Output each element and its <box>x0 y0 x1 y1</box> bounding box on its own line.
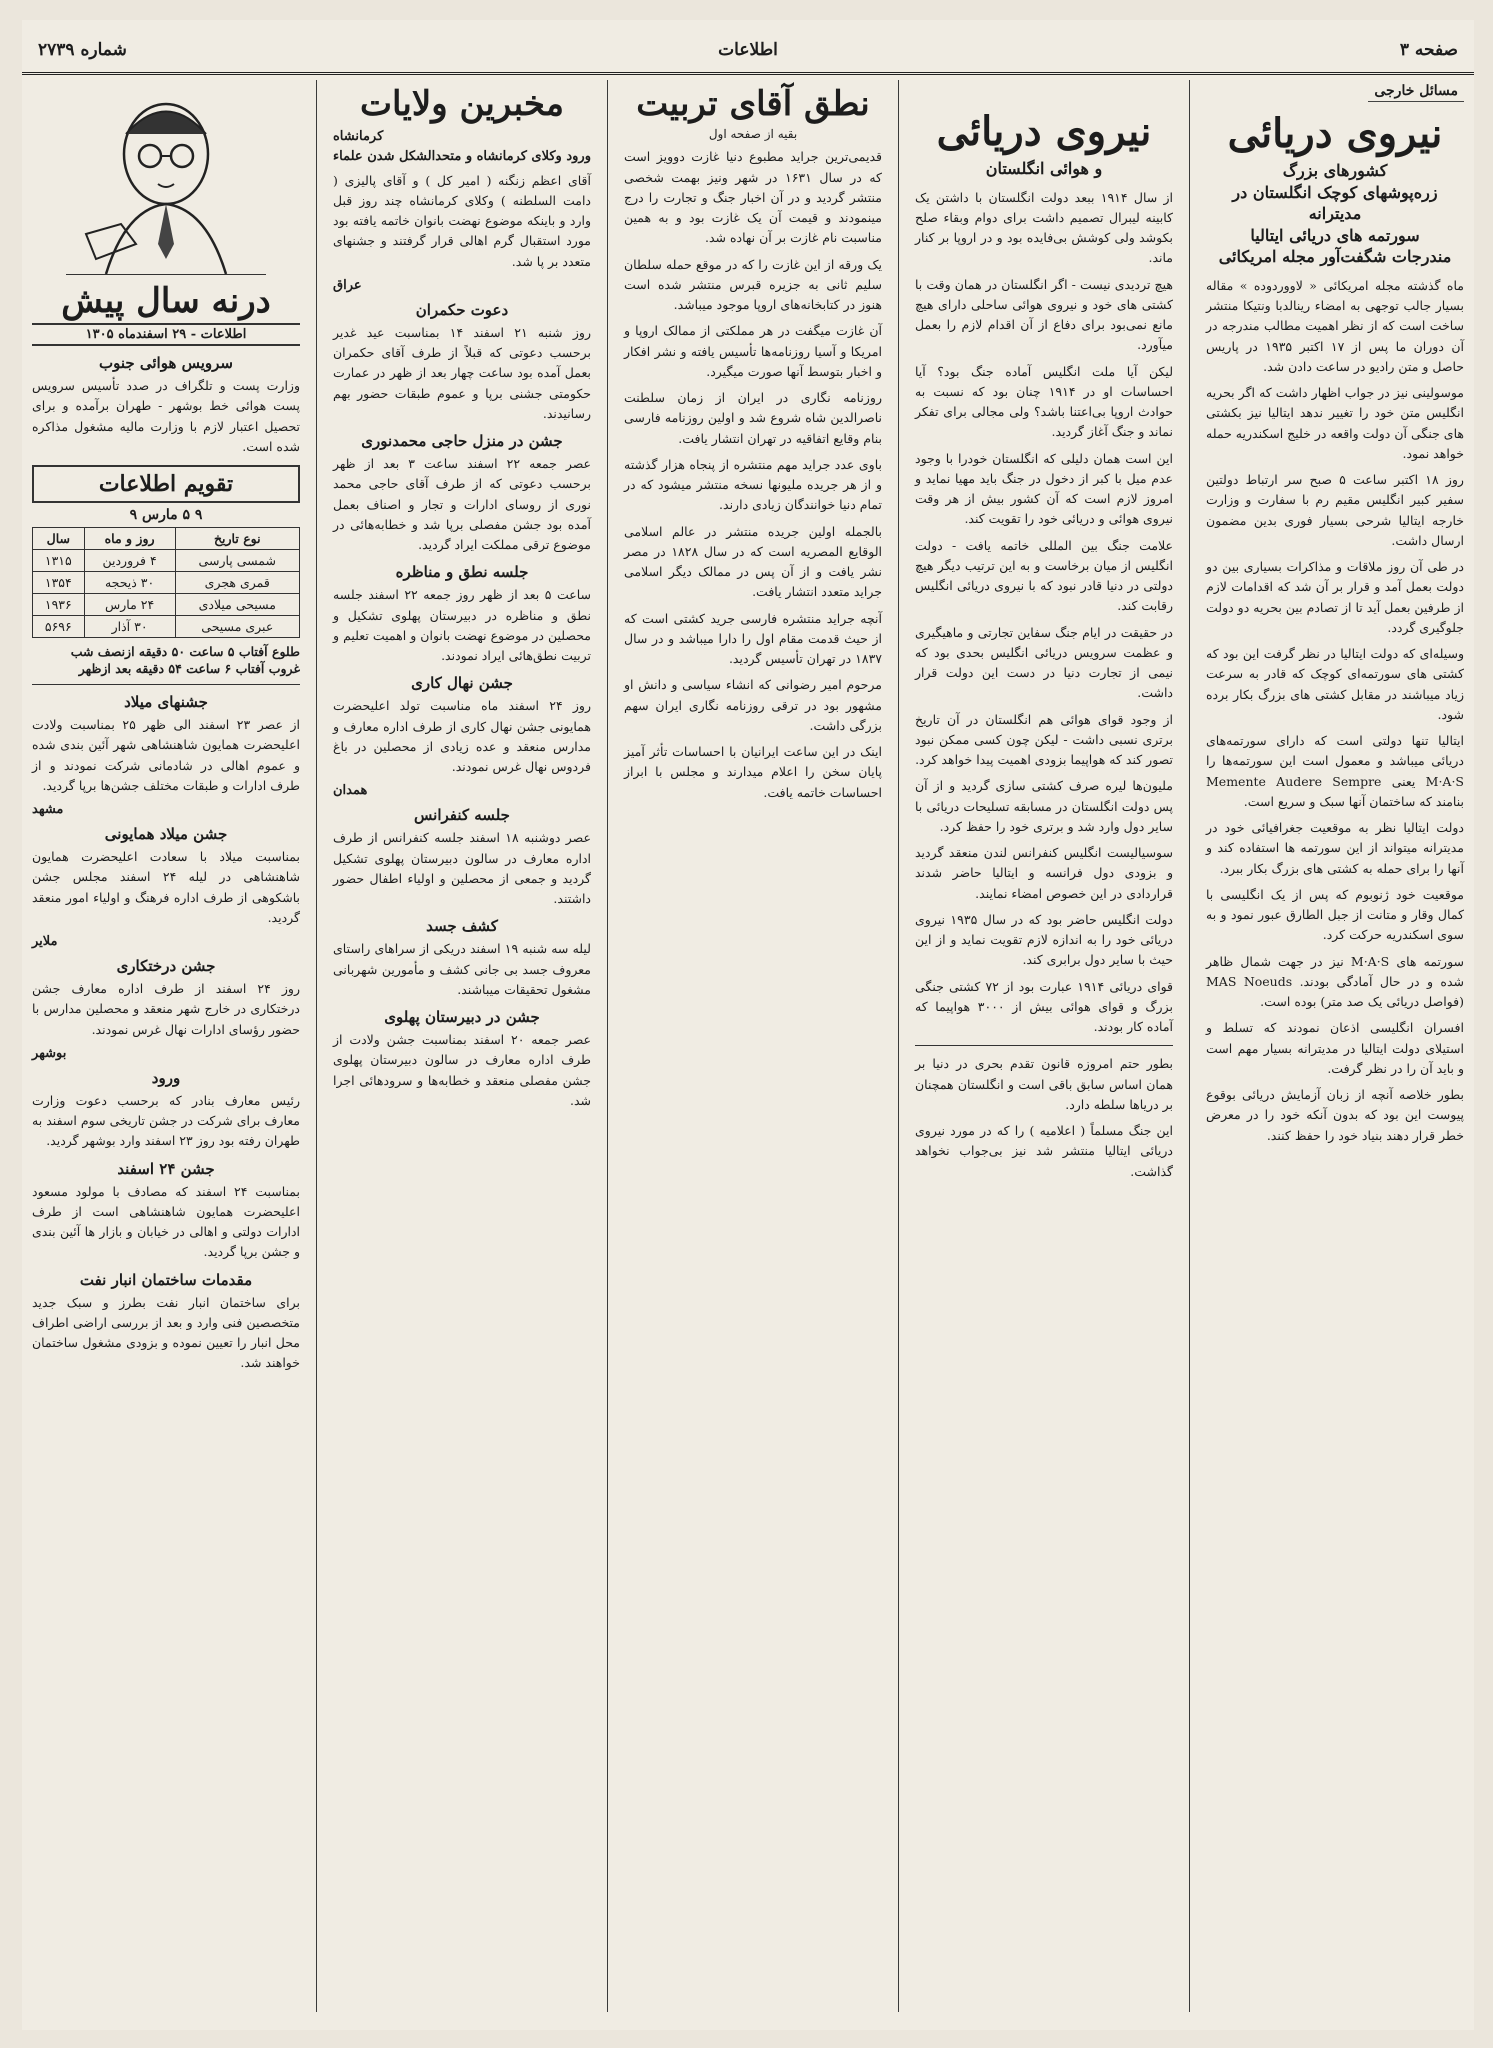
calendar-table <box>32 527 300 638</box>
article-subhead: و هوائی انگلستان <box>985 159 1103 178</box>
paragraph: ایتالیا تنها دولتی است که دارای سورتمه‌های دریائی میباشد و معمول است این سورتمه‌ها را M·A·S یعنی Memente Audere Sempre بنامند که ساختمان آنها سبک و سریع است. <box>1206 733 1464 809</box>
newspaper-page <box>22 20 1474 2030</box>
archive-item <box>32 354 300 457</box>
section-tag: مسائل خارجی <box>1368 81 1464 102</box>
paragraph: موسولینی نیز در جواب اظهار داشت که اگر بحریه انگلیس متن خود را تغییر ندهد ایتالیا نیز بکشتی های جنگی آن دولت واقعه در خلیج اسکندریه حمله خواهد نمود. <box>1206 385 1464 461</box>
table-cell: عبری مسیحی <box>175 616 299 638</box>
item-title: جشن ۲۴ اسفند <box>117 1159 215 1178</box>
paragraph: یک ورقه از این غازت را که در موقع حمله سلطان سلیم ثانی به جزیره قبرس منتشر شده است هنوز در کتابخانه‌های اروپا موجود میباشد. <box>624 256 882 313</box>
item-title: سرویس هوائی جنوب <box>98 354 233 372</box>
provincial-item <box>333 917 591 1000</box>
paragraph: مرحوم امیر رضوانی که انشاء سیاسی و دانش او مشهور بود در ترقی روزنامه نگاری ایران سهم بزرگی داشت. <box>624 677 882 733</box>
table-cell: ۴ فروردین <box>84 550 175 572</box>
paragraph: هیچ تردیدی نیست - اگر انگلستان در همان وقت با کشتی های خود و نیروی هوائی ساحلی دارای هیچ مانع نمی‌بود برای دفاع از آن اقدام لازم را بعمل میآورد. <box>915 276 1173 353</box>
calendar-title: تقویم اطلاعات <box>32 465 300 503</box>
column-rule <box>607 80 608 2012</box>
paragraph: این است همان دلیلی که انگلستان خودرا با وجود عدم میل با کبر از دخول در جنگ باید مهیا نماید و امروز لازم است که آن کشور بیش از هر وقت نیروی هوائی و دریائی خود را تقویت کند. <box>915 450 1173 527</box>
sunset-time: غروب آفتاب ۶ ساعت ۵۴ دقیقه بعد ازظهر <box>78 661 300 676</box>
item-text: از عصر ۲۳ اسفند الی ظهر ۲۵ بمناسبت ولادت اعلیحضرت همایون شاهنشاهی شهر آئین بندی شده و عموم اهالی در شادمانی شرکت نمودند و از طرف ادارات و طبقات مختلف جشن‌ها برپا گردید. <box>32 717 300 793</box>
paragraph: موقعیت خود ژنوبوم که پس از یک انگلیسی با کمال وقار و متانت از جبل الطارق عبور نمود و به سوی اسکندریه حرکت کرد. <box>1206 886 1464 943</box>
paragraph: افسران انگلیسی اذعان نمودند که تسلط و استیلای دولت ایتالیا در مدیترانه بسیار مهم است و باید آن را در نظر گرفت. <box>1206 1020 1464 1076</box>
divider <box>915 1045 1173 1046</box>
article-headline: نطق آقای تربیت <box>636 84 870 124</box>
city-label: کرمانشاه <box>333 129 384 145</box>
item-text: رئیس معارف بنادر که برحسب دعوت وزارت معارف برای شرکت در جشن تاریخی سوم اسفند به طهران رفته بود روز ۲۳ اسفند وارد بوشهر گردید. <box>32 1092 300 1149</box>
provincial-item <box>333 674 591 777</box>
calendar-date: ۹ ۵ مارس ۹ <box>129 507 203 523</box>
provincial-item <box>333 563 591 666</box>
column-rule <box>1189 80 1190 2012</box>
column-header: روز و ماه <box>84 528 175 550</box>
table-header-row <box>33 528 300 550</box>
page-number: صفحه ۳ <box>1399 40 1458 60</box>
item-text: روز ۲۴ اسفند از طرف اداره معارف جشن درختکاری در خارج شهر منعقد و محصلین مدارس با حضور رؤسای ادارات نهال غرس نمودند. <box>32 981 300 1037</box>
paragraph: آن غازت میگفت در هر مملکتی از ممالک اروپا و امریکا و آسیا روزنامه‌ها تأسیس یافته و نشر افکار و اخبار بتوسط آنها صورت میگیرد. <box>624 323 882 379</box>
news-item <box>32 1046 300 1152</box>
item-text: لیله سه شنبه ۱۹ اسفند دریکی از سراهای راستای معروف جسد بی جانی کشف و مأمورین شهربانی مشغول تحقیقات میباشند. <box>333 941 591 997</box>
item-text: روز ۲۴ اسفند ماه مناسبت تولد اعلیحضرت همایونی جشن نهال کاری از طرف اداره معارف و مدارس منعقد و عده زیادی از محصلین در باغ فردوس نهال غرس نمودند. <box>333 698 591 775</box>
item-title: جشن در منزل حاجی محمدنوری <box>361 432 563 451</box>
table-row <box>33 594 300 616</box>
news-item <box>32 1160 300 1263</box>
table-cell: ۲۴ مارس <box>84 594 175 616</box>
item-title: مقدمات ساختمان انبار نفت <box>79 1270 253 1289</box>
paragraph: در طی آن روز ملاقات و مذاکرات بسیاری بین دو دولت بعمل آمد و قرار بر آن شد که اقدامات لازم از طرفین بعمل آید تا از تصادم بین بحریه دو دولت جلوگیری گردد. <box>1206 559 1464 635</box>
column-header: سال <box>33 528 85 550</box>
city-label: مشهد <box>32 802 64 817</box>
issue-number: شماره ۲۷۳۹ <box>38 40 127 60</box>
item-title: جشن درختکاری <box>116 957 216 975</box>
provincial-item <box>333 783 591 909</box>
subhead: زره‌پوشهای کوچک انگلستان در مدیترانه <box>1232 182 1438 224</box>
paragraph: از سال ۱۹۱۴ ببعد دولت انگلستان با داشتن یک کابینه لیبرال تصمیم داشت برای دوام وبقاء صلح بکوشد ولی کوشش بی‌فایده بود و در اروپا بر کنار ماند. <box>915 189 1173 266</box>
paragraph: ماه گذشته مجله امریکائی « لاووردوده » مقاله بسیار جالب توجهی به امضاء رینالدبا ونتیکا منتشر ساخت است که از نظر اهمیت مطالب مندرجه در آن دوران ما پس از ۱۷ اکتبر ۱۹۳۵ در پاریس حاصل و متن رادیو در ساعت دادن شد. <box>1206 277 1464 374</box>
column-rule <box>316 80 317 2012</box>
column-rule <box>898 80 899 2012</box>
divider <box>32 684 300 685</box>
table-cell: ۱۳۱۵ <box>33 550 85 572</box>
article-tarbiat-speech <box>614 80 892 2012</box>
item-title: کشف جسد <box>426 917 498 936</box>
provincial-item <box>333 432 591 555</box>
table-cell: شمسی پارسی <box>175 550 299 572</box>
article-england-naval-air <box>905 80 1183 2012</box>
paragraph: سورتمه های M·A·S نیز در جهت شمال ظاهر شده و در حال آمادگی بودند. MAS Noeuds (فواصل دریائی یک صد متر) بوده است. <box>1206 953 1465 1010</box>
table-row <box>33 616 300 638</box>
paragraph: لیکن آیا ملت انگلیس آماده جنگ بود؟ آیا احساسات او در ۱۹۱۴ چنان بود که نسبت به حوادث اروپا بی‌اعتنا باشد؟ ولی مجالی برای تفکر نماند و جنگ آغاز گردید. <box>915 363 1173 440</box>
item-text: عصر دوشنبه ۱۸ اسفند جلسه کنفرانس از طرف اداره معارف در سالون دبیرستان پهلوی تشکیل گردید و جمعی از محصلین و اولیاء اطفال حضور داشتند. <box>333 830 591 907</box>
paragraph: دولت ایتالیا نظر به موقعیت جغرافیائی خود در مدیترانه میتواند از این سورتمه ها استفاده کند و آنها را برای حمله به کشتی های بزرگ بکار ببرد. <box>1206 820 1464 876</box>
article-headline: نیروی دریائی <box>936 108 1152 155</box>
subhead: کشورهای بزرگ <box>1282 161 1388 180</box>
item-text: برای ساختمان انبار نفت بطرز و سبک جدید متخصصین فنی وارد و بعد از بررسی اراضی اطراف محل انبار را تعیین نموده و بزودی مشغول ساختمان خواهند شد. <box>32 1294 300 1371</box>
city-label: عراق <box>333 277 362 293</box>
article-headline: نیروی دریائی <box>1227 110 1443 157</box>
paragraph: باوی عدد جراید مهم منتشره از پنجاه هزار گذشته و از هر جریده ملیونها نسخه منتشر میشود که در تمام دنیا خوانندگان زیادی دارند. <box>624 456 882 513</box>
news-item <box>32 693 300 796</box>
article-naval-power <box>1196 80 1474 2012</box>
paragraph: علامت جنگ بین المللی خاتمه یافت - دولت انگلیس از میان برخاست و به این ترتیب دیگر هیچ دولتی در دنیا قادر نبود که با نیروی دریائی انگلیس رقابت کند. <box>915 537 1173 614</box>
page-header <box>22 38 1474 75</box>
item-text: بمناسبت ۲۴ اسفند که مصادف با مولود مسعود اعلیحضرت همایون شاهنشاهی است از طرف ادارات دولتی و اهالی در خیابان و بازار ها آئین بندی و جشن برپا گردید. <box>32 1183 301 1260</box>
item-title: جشن در دبیرستان پهلوی <box>384 1008 540 1027</box>
item-text: ساعت ۵ بعد از ظهر روز جمعه ۲۲ اسفند جلسه نطق و مناظره در دبیرستان پهلوی تشکیل و محصلین در موضوع نهضت بانوان و اهمیت تعلیم و تربیت نطق‌هائی ایراد نمودند. <box>333 587 591 664</box>
paragraph: روز ۱۸ اکتبر ساعت ۵ صبح سر ارتباط دولتین سفیر کبیر انگلیس مقیم رم با سفارت و وزارت خارجه ایتالیا شرحی بسیار فوری بدین مضمون ارسال داشت. <box>1206 472 1464 548</box>
portrait-drawing <box>66 84 266 274</box>
item-title: ورود <box>151 1068 181 1087</box>
table-cell: ۵۶۹۶ <box>33 616 85 638</box>
table-row <box>33 550 300 572</box>
item-title: جلسه کنفرانس <box>414 806 510 825</box>
provincial-item <box>333 1008 591 1111</box>
paragraph: ملیون‌ها لیره صرف کشتی سازی گردید و از آن پس دولت انگلستان در مسابقه تسلیحات دریائی با سایر دول وارد شد و برتری خود را حفظ کرد. <box>915 778 1173 834</box>
subhead: مندرجات شگفت‌آور مجله امریکائی <box>1218 247 1452 267</box>
table-cell: قمری هجری <box>175 572 299 594</box>
paragraph: بطور حتم امروزه قانون تقدم بحری در دنیا بر همان اساس سابق باقی است و انگلستان همچنان بر دریاها سلطه دارد. <box>915 1056 1173 1112</box>
paragraph: در حقیقت در ایام جنگ سفاین تجارتی و ماهیگیری و عظمت سرویس دریائی انگلیس بحدی بود که نیمی از تجارت دنیا در دست این دولت قرار داشت. <box>915 624 1173 701</box>
table-row <box>33 572 300 594</box>
table-cell: ۳۰ ذیحجه <box>84 572 175 594</box>
table-cell: ۱۳۵۴ <box>33 572 85 594</box>
table-cell: ۱۹۳۶ <box>33 594 85 616</box>
item-title: جلسه نطق و مناظره <box>395 563 529 582</box>
item-title: جشن میلاد همایونی <box>104 825 228 843</box>
paragraph: روزنامه نگاری در ایران از زمان سلطنت ناصرالدین شاه شروع شد و اولین روزنامه فارسی بنام وقایع اتفاقیه در تهران انتشار یافت. <box>624 390 882 446</box>
paragraph: دولت انگلیس حاضر بود که در سال ۱۹۳۵ نیروی دریائی خود را به اندازه لازم تقویت نماید و از این حیث با سایر دول برابری کند. <box>915 911 1173 968</box>
news-item <box>32 802 300 928</box>
news-item <box>32 934 300 1040</box>
banner-title: درنه سال پیش <box>61 281 271 321</box>
article-subheads <box>1206 160 1464 268</box>
paragraph: بالجمله اولین جریده منتشر در عالم اسلامی الوقایع المصریه است که در سال ۱۸۲۸ در مصر نشر یافت و از آن پس در ممالک دیگر اسلامی جراید متعدد انتشار یافت. <box>624 523 883 600</box>
paragraph: قدیمی‌ترین جراید مطبوع دنیا غازت دوویز است که در سال ۱۶۳۱ در شهر ونیز بهمت شخصی منتشر گردید و در آن اخبار جنگ و تجارت را درج مینمودند و قیمت آن یک غازت بود و به همین مناسبت نام غازت بر آن نهاده شد. <box>624 149 882 246</box>
paragraph: از وجود قوای هوائی هم انگلستان در آن تاریخ برتری نسبی داشت - لیکن چون کسی ممکن نبود تصور کند که هواپیما بزودی اهمیت پیدا خواهد کرد. <box>915 711 1173 768</box>
paragraph: قوای دریائی ۱۹۱۴ عبارت بود از ۷۲ کشتی جنگی بزرگ و قوای هوائی بیش از ۳۰۰۰ هواپیما که آماده کار بودند. <box>915 978 1174 1035</box>
masthead-name: اطلاعات <box>718 40 778 60</box>
item-title: جشن نهال کاری <box>411 674 513 693</box>
city-label: بوشهر <box>32 1045 67 1061</box>
table-cell: ۳۰ آذار <box>84 616 175 638</box>
news-item <box>32 1271 300 1374</box>
sunrise-time: طلوع آفتاب ۵ ساعت ۵۰ دقیقه ازنصف شب <box>70 644 300 659</box>
subhead: سورتمه های دریائی ایتالیا <box>1250 225 1420 245</box>
item-text: وزارت پست و تلگراف در صدد تأسیس سرویس پست هوائی خط بوشهر - طهران برآمده و برای تحصیل اعتبار لازم با وزارت مالیه مشغول مذاکره شده است. <box>32 378 300 454</box>
provincial-item <box>333 129 591 271</box>
paragraph: بطور خلاصه آنچه از زبان آزمایش دریائی بوقوع پیوست این بود که بدون آنکه خود را در معرض خطر قرار دهند بنیاد خود را حفظ کنند. <box>1206 1087 1464 1143</box>
column-header: نوع تاریخ <box>175 528 299 550</box>
article-headline: مخبرین ولایات <box>360 84 564 124</box>
paragraph: سوسیالیست انگلیس کنفرانس لندن منعقد گردید و بزودی دول فرانسه و ایتالیا حاضر شدند قراردادی در این خصوص امضاء نمایند. <box>915 845 1173 901</box>
city-label: همدان <box>333 783 368 799</box>
paragraph: وسیله‌ای که دولت ایتالیا در نظر گرفت این بود که کشتی های سورتمه‌ای کوچک که قادر به سرعت زیاد میباشند در مقابل کشتی های بزرگ بکار برده شود. <box>1206 646 1464 722</box>
item-text: روز شنبه ۲۱ اسفند ۱۴ بمناسبت عید غدیر برحسب دعوتی که قبلاً از طرف آقای حکمران بعمل آمده بود ساعت چهار بعد از ظهر در عمارت حکومتی جشنی برپا و عموم طبقات حضور بهم رسانیدند. <box>333 324 591 421</box>
column-nine-years-ago <box>22 80 310 2012</box>
item-text: بمناسبت میلاد با سعادت اعلیحضرت همایون شاهنشاهی در لیله ۲۴ اسفند مجلس جشن باشکوهی از طرف اداره فرهنگ و اولیاء امور منعقد گردید. <box>32 849 300 925</box>
item-text: عصر جمعه ۲۲ اسفند ساعت ۳ بعد از ظهر برحسب دعوتی که از طرف آقای حاجی محمد نوری از روسای ادارات و تجار و اصناف بعمل آمده بود جشن مفصلی برپا شد و خطابه‌هائی در موضوع ترقی مملکت ایراد گردید. <box>333 456 592 553</box>
archive-date: اطلاعات - ۲۹ اسفندماه ۱۳۰۵ <box>32 323 300 346</box>
item-title: دعوت حکمران <box>415 300 509 319</box>
paragraph: این جنگ مسلماً ( اعلامیه ) را که در مورد نیروی دریائی ایتالیا منتشر شد نیز بی‌جواب نخواهد گذاشت. <box>915 1123 1173 1179</box>
city-label: ملایر <box>32 934 58 949</box>
table-cell: مسیحی میلادی <box>175 594 299 616</box>
paragraph: اینک در این ساعت ایرانیان با احساسات تأثر آمیز پایان سخن را اعلام میدارند و مجلس با ابراز احساسات خاتمه یافت. <box>624 744 882 800</box>
paragraph: آنچه جراید منتشره فارسی جرید کشتی است که از حیث قدمت مقام اول را دارا میباشد و در سال ۱۸۳۷ در تهران تأسیس گردید. <box>624 610 882 667</box>
provincial-item <box>333 278 591 424</box>
portrait-illustration <box>66 84 266 275</box>
item-title: جشنهای میلاد <box>124 693 208 711</box>
article-provincial-correspondents <box>323 80 601 2012</box>
item-text: آقای اعظم زنگنه ( امیر کل ) و آقای پالیزی ( دامت السلطنه ) وکلای کرمانشاه چند روز قبل وارد و باینکه موضوع نهضت بانوان خاتمه یافته بود مورد استقبال گرم اهالی قرار گرفتند و جشنهای متعدد بر پا شد. <box>333 172 591 269</box>
item-text: عصر جمعه ۲۰ اسفند بمناسبت جشن ولادت از طرف اداره معارف در سالون دبیرستان پهلوی جشن مفصلی منعقد و خطابه‌ها و سرودهائی اجرا شد. <box>333 1032 591 1108</box>
item-title: ورود وکلای کرمانشاه و متحدالشکل شدن علماء <box>333 149 591 165</box>
continuation-note: بقیه از صفحه اول <box>708 127 798 142</box>
